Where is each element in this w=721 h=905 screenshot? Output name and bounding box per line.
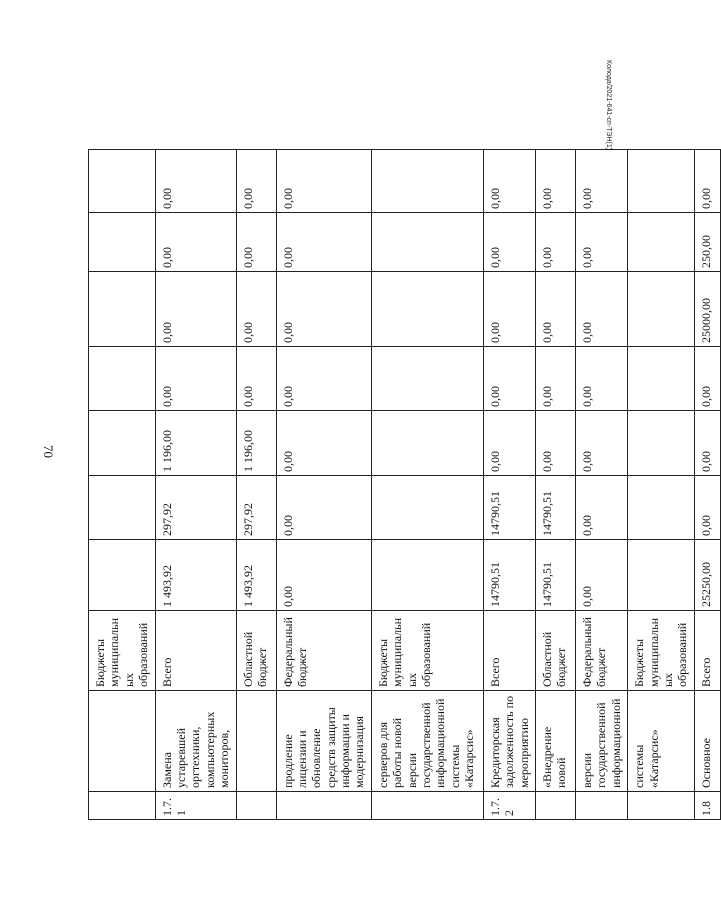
row-value: 0,00 [276,540,371,611]
row-value: 0,00 [576,272,628,347]
table-row [236,150,276,820]
document-id-stamp: Колода/2021-641-сп-ТЭН(1) [605,60,612,151]
row-number: 1.8 [694,792,720,820]
row-name: продление лицензии и обновление средств защиты информации и модернизация [276,691,371,792]
row-value: 14790,51 [536,476,576,540]
row-value: 0,00 [694,411,720,476]
row-name [236,691,276,792]
row-value [628,272,695,347]
row-value: 297,92 [155,476,236,540]
table-header-row [89,150,156,820]
row-value: 0,00 [576,476,628,540]
row-value: 0,00 [155,213,236,272]
row-value: 0,00 [483,272,535,347]
row-value: 0,00 [536,411,576,476]
row-source: Федеральный бюджет [576,611,628,691]
row-value: 0,00 [276,476,371,540]
row-value: 25000,00 [694,272,720,347]
row-value [371,150,483,213]
row-value: 0,00 [694,476,720,540]
row-name: Замена устаревшей оргтехники, компьютерных мониторов, [155,691,236,792]
row-value: 0,00 [576,347,628,411]
row-value: 0,00 [576,150,628,213]
table-row [276,150,371,820]
row-source: Областной бюджет [536,611,576,691]
table-cell [89,411,156,476]
row-value: 14790,51 [483,476,535,540]
row-value: 297,92 [236,476,276,540]
row-number [236,792,276,820]
row-value [371,411,483,476]
table-cell: Бюджеты муниципальных образований [89,611,156,691]
row-value: 0,00 [155,272,236,347]
table-cell [89,540,156,611]
table-cell [89,792,156,820]
table-cell [89,272,156,347]
row-source: Федеральный бюджет [276,611,371,691]
table-row [155,150,236,820]
row-value: 0,00 [236,213,276,272]
row-source: Всего [694,611,720,691]
row-value: 0,00 [536,213,576,272]
row-name: версии государственной информационной [576,691,628,792]
row-value: 0,00 [276,150,371,213]
row-value: 0,00 [276,347,371,411]
row-value [371,272,483,347]
row-value: 1 493,92 [236,540,276,611]
row-source: Областной бюджет [236,611,276,691]
row-value [628,411,695,476]
row-value: 0,00 [576,411,628,476]
row-value [371,540,483,611]
budget-table [88,149,721,820]
row-value: 0,00 [536,272,576,347]
row-name: Кредиторская задолженность по мероприятию [483,691,535,792]
table-cell [89,476,156,540]
row-number: 1.7.2 [483,792,535,820]
table-row [628,150,695,820]
row-value: 0,00 [536,150,576,213]
row-source: Бюджеты муниципальных образований [628,611,695,691]
row-name: серверов для работы новой версии государственной информационной системы «Катарсис» [371,691,483,792]
row-number [628,792,695,820]
row-name: Основное [694,691,720,792]
row-value: 0,00 [576,540,628,611]
row-value: 14790,51 [483,540,535,611]
table-row [576,150,628,820]
row-value: 0,00 [155,150,236,213]
table-cell [89,213,156,272]
row-value [628,213,695,272]
row-value: 0,00 [236,150,276,213]
row-value [371,476,483,540]
row-value: 0,00 [276,272,371,347]
row-number: 1.7.1 [155,792,236,820]
row-value [628,476,695,540]
row-value: 0,00 [276,213,371,272]
row-value: 0,00 [694,347,720,411]
row-value: 0,00 [276,411,371,476]
row-value [371,213,483,272]
row-source: Бюджеты муниципальных образований [371,611,483,691]
row-value: 250,00 [694,213,720,272]
row-number [576,792,628,820]
row-value: 0,00 [236,347,276,411]
row-value: 0,00 [236,272,276,347]
row-value: 1 196,00 [155,411,236,476]
row-value [628,347,695,411]
row-value: 0,00 [576,213,628,272]
row-value: 0,00 [483,213,535,272]
row-number [371,792,483,820]
row-value: 0,00 [694,150,720,213]
row-value: 1 493,92 [155,540,236,611]
row-source: Всего [155,611,236,691]
row-value: 0,00 [536,347,576,411]
table-cell [89,347,156,411]
table-row [536,150,576,820]
row-value: 14790,51 [536,540,576,611]
row-number [536,792,576,820]
row-value: 25250,00 [694,540,720,611]
row-value: 1 196,00 [236,411,276,476]
table-row [483,150,535,820]
table-row [694,150,720,820]
row-number [276,792,371,820]
row-source: Всего [483,611,535,691]
row-value: 0,00 [483,150,535,213]
row-value: 0,00 [155,347,236,411]
table-cell [89,691,156,792]
table-row [371,150,483,820]
table-cell [89,150,156,213]
row-name: системы «Катарсис» [628,691,695,792]
row-value: 0,00 [483,347,535,411]
row-value [628,540,695,611]
rotated-budget-table [88,150,713,820]
page-number: 70 [41,445,56,458]
row-value [371,347,483,411]
row-name: «Внедрение новой [536,691,576,792]
row-value [628,150,695,213]
row-value: 0,00 [483,411,535,476]
